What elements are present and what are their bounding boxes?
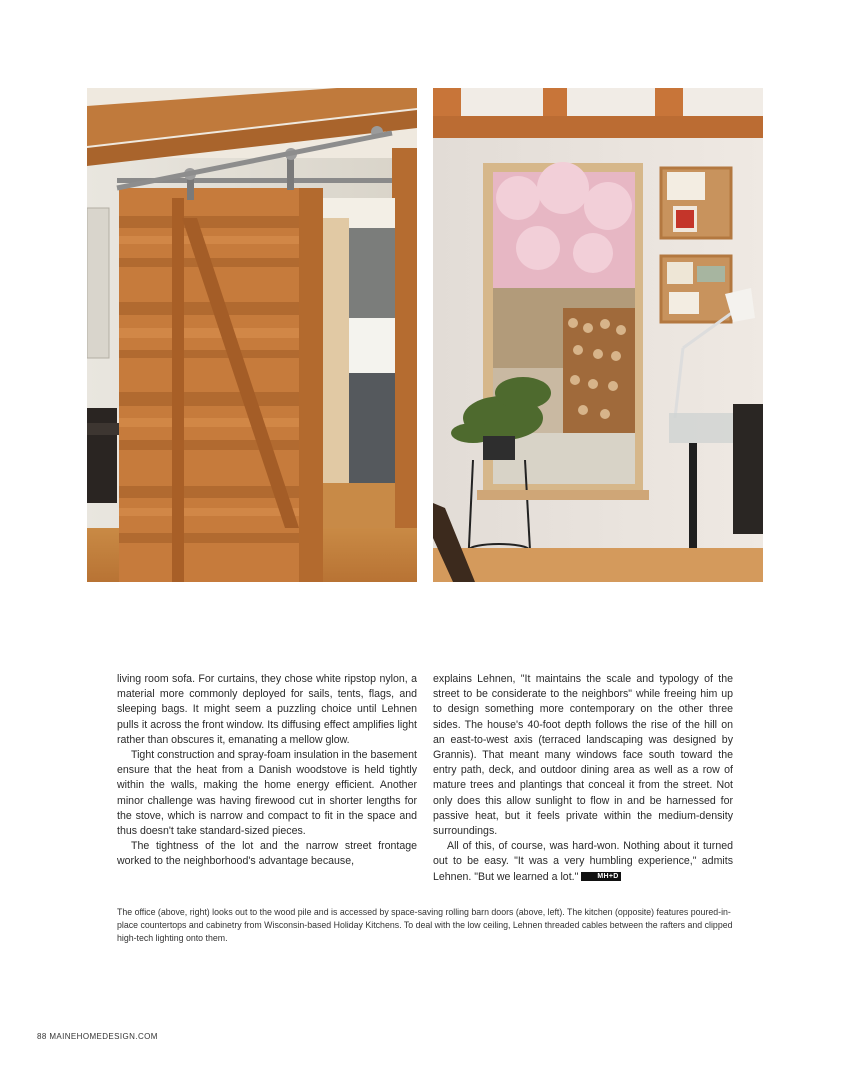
article-column-right [433, 672, 733, 885]
article-paragraph: Tight construction and spray-foam insulation in the basement ensure that the heat from a Danish woodstove is held tightly within the walls, making the home energy efficient. Another minor challenge was having firewood cut in shorter lengths for the stove, which is narrow and compact to fit in the space and thus doesn't take standard-sized pieces. [117, 749, 417, 838]
office-window-photo [433, 88, 763, 582]
end-mark-logo: MH+D [581, 872, 620, 881]
photo-caption: The office (above, right) looks out to the wood pile and is accessed by space-saving rolling barn doors (above, left). The kitchen (opposite) features poured-in-place countertops and cabinetry from Wisconsin-based Holiday Kitchens. To deal with the low ceiling, Lehnen threaded cables between the rafters and clipped high-tech lighting onto them. [117, 907, 733, 943]
article-paragraph-final [433, 839, 733, 885]
barn-door-photo [87, 88, 417, 582]
article-paragraph: living room sofa. For curtains, they chose white ripstop nylon, a material more commonly deployed for sails, tents, flags, and sleeping bags. It might seem a puzzling choice until Lehnen pulls it across the front window. Its diffusing effect amplifies light rather than obscures it, emanating a mellow glow. [117, 673, 417, 746]
article-column-left [117, 672, 417, 870]
article-paragraph: explains Lehnen, "It maintains the scale and typology of the street to be considerate to the neighbors" while freeing him up to design something more contemporary on the other three sides. The house's 40-foot depth follows the rise of the hill on an east-to-west axis (terraced landscaping was designed by Grannis). That meant many windows face south toward the entry path, deck, and outdoor dining area as well as a row of mature trees and plantings that conceal it from the street. Not only does this allow sunlight to flow in and be harnessed for passive heat, but it feels private within the medium-density surroundings. [433, 673, 733, 838]
final-paragraph-text: All of this, of course, was hard-won. Nothing about it turned out to be easy. "It was a very humbling experience," admits Lehnen. "But we learned a lot." [433, 840, 733, 883]
article-paragraph: The tightness of the lot and the narrow street frontage worked to the neighborhood's advantage because, [117, 840, 417, 868]
page-folio: 88 MAINEHOMEDESIGN.COM [37, 1032, 158, 1041]
